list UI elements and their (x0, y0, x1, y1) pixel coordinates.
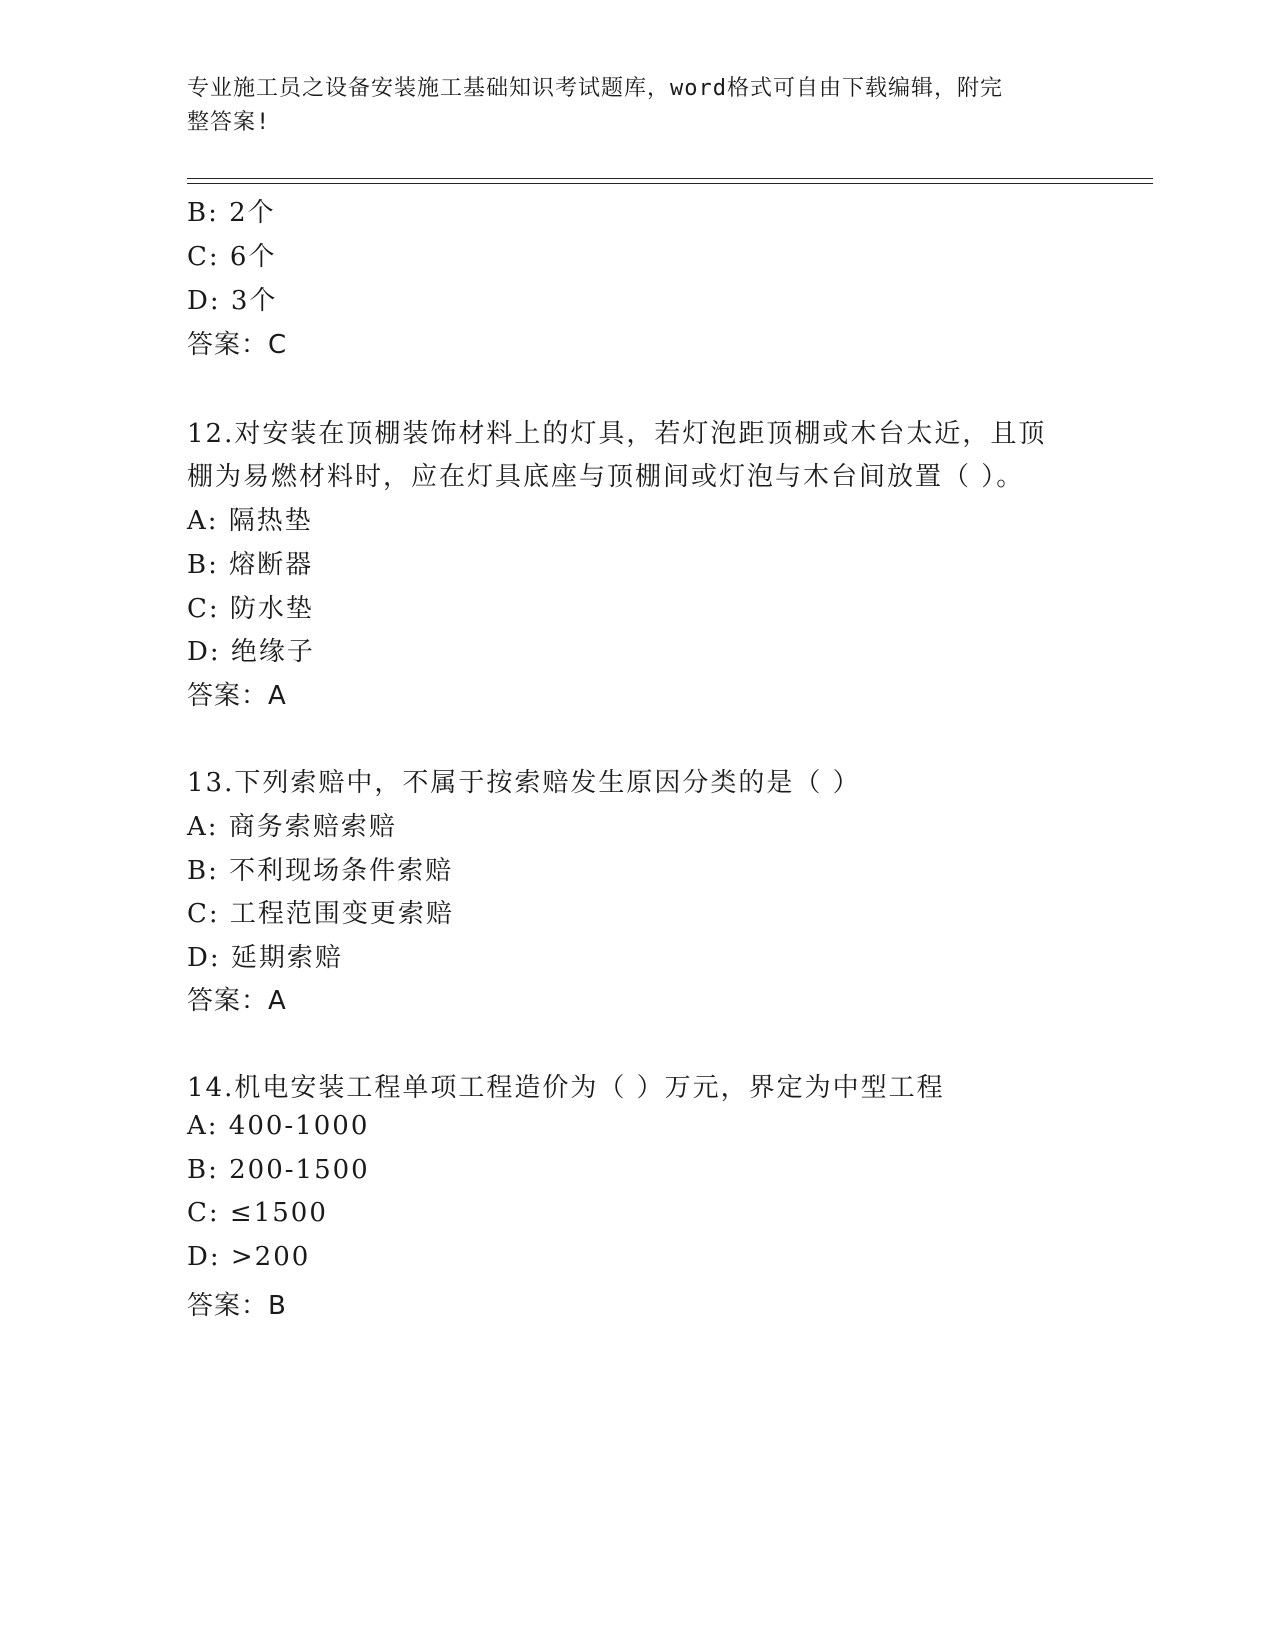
q12-answer: 答案：A (187, 681, 287, 711)
q13-answer: 答案：A (187, 986, 287, 1016)
q14-option-a: A: 400-1000 (187, 1111, 370, 1141)
q12-option-c: C: 防水垫 (187, 594, 314, 624)
q11-option-d: D: 3个 (187, 286, 278, 316)
header-divider-top (187, 178, 1153, 179)
q12-stem-line-1: 12.对安装在顶棚装饰材料上的灯具，若灯泡距顶棚或木台太近，且顶 (187, 419, 1047, 449)
q13-option-b: B: 不利现场条件索赔 (187, 856, 454, 886)
q13-option-c: C: 工程范围变更索赔 (187, 899, 454, 929)
header-divider-bottom (187, 183, 1153, 184)
q13-option-a: A: 商务索赔索赔 (187, 812, 397, 842)
q14-stem: 14.机电安装工程单项工程造价为（ ）万元，界定为中型工程 (187, 1073, 945, 1103)
q12-option-b: B: 熔断器 (187, 550, 314, 580)
q14-option-b: B: 200-1500 (187, 1155, 370, 1185)
q12-stem-line-2: 棚为易燃材料时，应在灯具底座与顶棚间或灯泡与木台间放置（ ）。 (187, 462, 1025, 492)
q14-option-d: D: >200 (187, 1242, 311, 1272)
document-header (187, 72, 1087, 140)
q13-option-d: D: 延期索赔 (187, 943, 343, 973)
q11-option-c: C: 6个 (187, 242, 277, 272)
q12-option-a: A: 隔热垫 (187, 506, 313, 536)
q14-option-c: C: ≤1500 (187, 1198, 328, 1228)
header-line-2: 整答案! (187, 110, 271, 135)
q11-option-b: B: 2个 (187, 198, 276, 228)
q12-option-d: D: 绝缘子 (187, 637, 315, 667)
q13-stem: 13.下列索赔中，不属于按索赔发生原因分类的是（ ） (187, 768, 861, 798)
q14-answer: 答案：B (187, 1291, 287, 1321)
q11-answer: 答案：C (187, 330, 288, 360)
header-line-1: 专业施工员之设备安装施工基础知识考试题库，word格式可自由下载编辑，附完 (187, 76, 1003, 101)
